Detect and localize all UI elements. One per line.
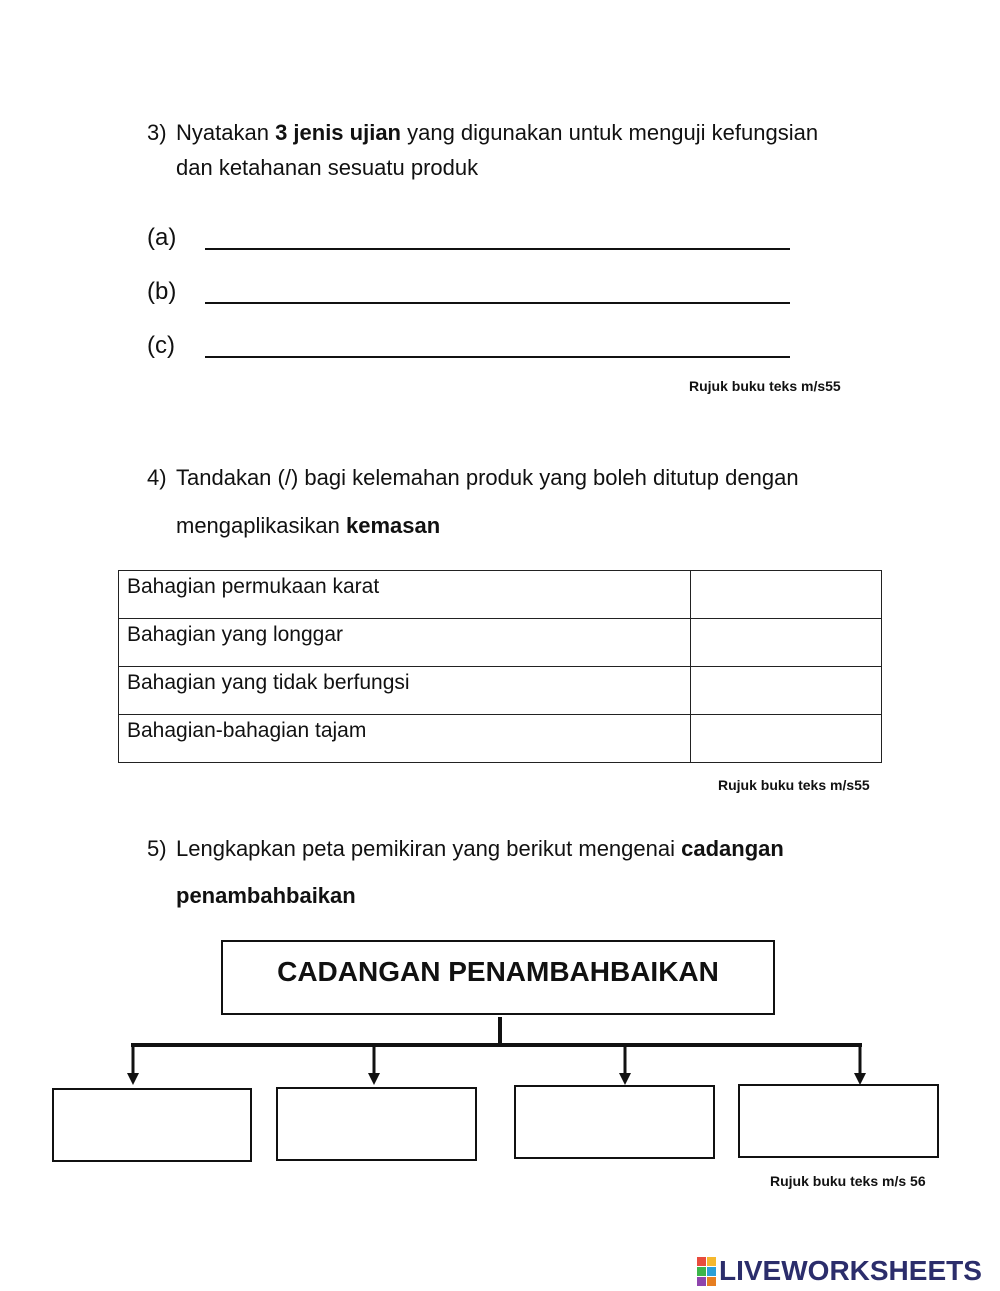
q3-question-line1 [176,116,936,150]
tick-box[interactable] [691,667,882,715]
q3-answer-a-label: (a) [147,224,177,251]
q3-answer-b-label: (b) [147,278,177,305]
logo-block [697,1277,706,1286]
q5-line2-bold: penambahbaikan [176,883,356,908]
q4-line2-bold: kemasan [345,513,441,538]
q5-reference: Rujuk buku teks m/s 56 [770,1173,926,1189]
logo-block [697,1257,706,1266]
tick-box[interactable] [691,571,882,619]
q5-line1-bold: cadangan [681,836,784,861]
row-label: Bahagian yang tidak berfungsi [119,667,691,715]
thinking-map-title-box: CADANGAN PENAMBAHBAIKAN [221,940,775,1015]
q4-question-line2 [176,509,440,543]
q5-question-line2 [176,879,356,913]
q3-answer-c-label: (c) [147,332,175,359]
answer-box-3[interactable] [514,1085,715,1159]
q4-tick-table [118,570,882,763]
logo-block [707,1277,716,1286]
q3-number: 3) [147,120,167,145]
logo-block [697,1267,706,1276]
q3-answer-b-line[interactable] [205,302,790,304]
row-label: Bahagian-bahagian tajam [119,715,691,763]
row-label: Bahagian permukaan karat [119,571,691,619]
q4-question-line1: Tandakan (/) bagi kelemahan produk yang boleh ditutup dengan [176,465,799,490]
row-label: Bahagian yang longgar [119,619,691,667]
thinking-map-connectors [0,1015,1000,1090]
table-row [119,715,882,763]
q3-text-after: yang digunakan untuk menguji kefungsian [401,120,819,145]
table-row [119,571,882,619]
arrow-2-icon [368,1073,380,1085]
logo-text: LIVEWORKSHEETS [719,1255,982,1286]
q4-reference: Rujuk buku teks m/s55 [718,777,870,793]
logo-blocks-icon [697,1257,716,1286]
answer-box-2[interactable] [276,1087,477,1161]
q5-question-line1 [176,832,784,866]
table-row [119,667,882,715]
q3-answer-a-line[interactable] [205,248,790,250]
q3-text-bold: 3 jenis ujian [275,120,401,145]
arrow-1-icon [127,1073,139,1085]
q5-line1-text: Lengkapkan peta pemikiran yang berikut mengenai [176,836,682,861]
q3-question-line2: dan ketahanan sesuatu produk [176,155,479,180]
q3-answer-c-line[interactable] [205,356,790,358]
logo-block [707,1257,716,1266]
liveworksheets-logo [697,1255,982,1287]
q3-text-before: Nyatakan [176,120,276,145]
q4-line2-text: mengaplikasikan [176,513,346,538]
tick-box[interactable] [691,619,882,667]
q3-reference: Rujuk buku teks m/s55 [689,378,841,394]
answer-box-4[interactable] [738,1084,939,1158]
tick-box[interactable] [691,715,882,763]
table-row [119,619,882,667]
arrow-3-icon [619,1073,631,1085]
q5-number: 5) [147,836,167,861]
logo-block [707,1267,716,1276]
answer-box-1[interactable] [52,1088,252,1162]
q4-number: 4) [147,465,167,490]
